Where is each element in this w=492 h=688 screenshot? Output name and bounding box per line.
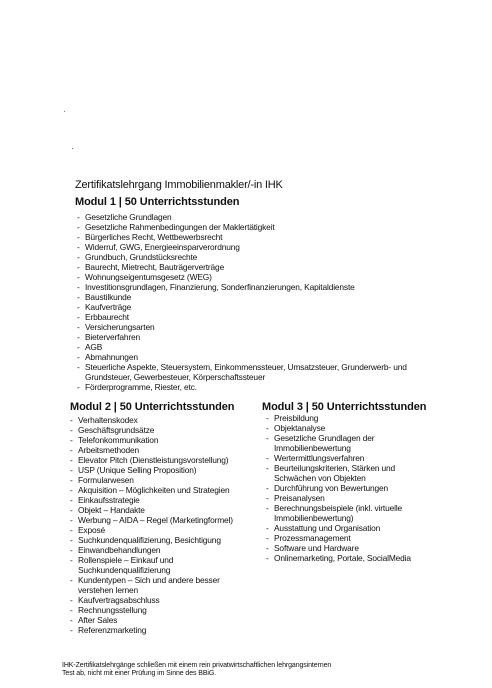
list-item: - Beurteilungskriterien, Stärken und Schwächen von Objekten xyxy=(266,463,436,483)
list-item: - Förderprogramme, Riester, etc. xyxy=(77,382,422,392)
modul-3-list xyxy=(266,413,436,563)
list-item: - Wertermittlungsverfahren xyxy=(266,453,436,463)
list-item: - Objektanalyse xyxy=(266,423,436,433)
list-item: - Telefonkommunikation xyxy=(70,435,255,445)
list-item: - Formularwesen xyxy=(70,475,255,485)
list-item: - Kundentypen – Sich und andere besser verstehen lernen xyxy=(70,575,255,595)
list-item: - Erbbaurecht xyxy=(77,312,422,322)
modul-2-list xyxy=(70,415,255,635)
list-item: - Akquisition – Möglichkeiten und Strategien xyxy=(70,485,255,495)
course-title: Zertifikatslehrgang Immobilienmakler/-in IHK xyxy=(75,179,283,191)
list-item: - Abmahnungen xyxy=(77,352,422,362)
modul-1-list xyxy=(77,212,422,392)
list-item: - Geschäftsgrundsätze xyxy=(70,425,255,435)
list-item: - Steuerliche Aspekte, Steuersystem, Einkommenssteuer, Umsatzsteuer, Grunderwerb- und Grundsteuer, Gewerbesteuer, Körperschaftssteuer xyxy=(77,362,422,382)
list-item: - Baurecht, Mietrecht, Bauträgerverträge xyxy=(77,262,422,272)
list-item: - Suchkundenqualifizierung, Besichtigung xyxy=(70,535,255,545)
list-item: - Preisbildung xyxy=(266,413,436,423)
list-item: - Widerruf, GWG, Energieeinsparverordnung xyxy=(77,242,422,252)
list-item: - Bieterverfahren xyxy=(77,332,422,342)
scan-speck xyxy=(72,148,73,149)
list-item: - Durchführung von Bewertungen xyxy=(266,483,436,493)
list-item: - Gesetzliche Grundlagen xyxy=(77,212,422,222)
list-item: - Investitionsgrundlagen, Finanzierung, Sonderfinanzierungen, Kapitaldienste xyxy=(77,282,422,292)
list-item: - Ausstattung und Organisation xyxy=(266,523,436,533)
modul-3-heading: Modul 3 | 50 Unterrichtsstunden xyxy=(262,401,427,413)
footer-line-1: IHK-Zertifikatslehrgänge schließen mit einem rein privatwirtschaftlichen lehrgangsinternen xyxy=(62,662,332,669)
modul-1-heading: Modul 1 | 50 Unterrichtsstunden xyxy=(75,196,240,208)
modul-2-heading: Modul 2 | 50 Unterrichtsstunden xyxy=(70,401,235,413)
list-item: - Einwandbehandlungen xyxy=(70,545,255,555)
list-item: - Baustilkunde xyxy=(77,292,422,302)
list-item: - Kaufvertragsabschluss xyxy=(70,595,255,605)
list-item: - Onlinemarketing, Portale, SocialMedia xyxy=(266,553,436,563)
list-item: - Rollenspiele – Einkauf und Suchkundenqualifizierung xyxy=(70,555,255,575)
list-item: - Einkaufsstrategie xyxy=(70,495,255,505)
list-item: - Referenzmarketing xyxy=(70,625,255,635)
list-item: - Arbeitsmethoden xyxy=(70,445,255,455)
list-item: - Elevator Pitch (Dienstleistungsvorstellung) xyxy=(70,455,255,465)
list-item: - Software und Hardware xyxy=(266,543,436,553)
list-item: - Werbung – AIDA – Regel (Marketingformel) xyxy=(70,515,255,525)
list-item: - Grundbuch, Grundstücksrechte xyxy=(77,252,422,262)
list-item: - USP (Unique Selling Proposition) xyxy=(70,465,255,475)
list-item: - Gesetzliche Grundlagen der Immobilienbewertung xyxy=(266,433,436,453)
list-item: - Versicherungsarten xyxy=(77,322,422,332)
list-item: - Verhaltenskodex xyxy=(70,415,255,425)
list-item: - Objekt – Handakte xyxy=(70,505,255,515)
list-item: - After Sales xyxy=(70,615,255,625)
scan-speck xyxy=(64,111,65,112)
list-item: - Gesetzliche Rahmenbedingungen der Maklertätigkeit xyxy=(77,222,422,232)
list-item: - Rechnungsstellung xyxy=(70,605,255,615)
list-item: - Exposé xyxy=(70,525,255,535)
list-item: - Prozessmanagement xyxy=(266,533,436,543)
list-item: - Wohnungseigentumsgesetz (WEG) xyxy=(77,272,422,282)
footer-line-2: Test ab, nicht mit einer Prüfung im Sinne des BBiG. xyxy=(62,670,217,677)
list-item: - Preisanalysen xyxy=(266,493,436,503)
footer-note xyxy=(62,662,331,678)
list-item: - Bürgerliches Recht, Wettbewerbsrecht xyxy=(77,232,422,242)
list-item: - Berechnungsbeispiele (inkl. virtuelle Immobilienbewertung) xyxy=(266,503,436,523)
list-item: - Kaufverträge xyxy=(77,302,422,312)
list-item: - AGB xyxy=(77,342,422,352)
